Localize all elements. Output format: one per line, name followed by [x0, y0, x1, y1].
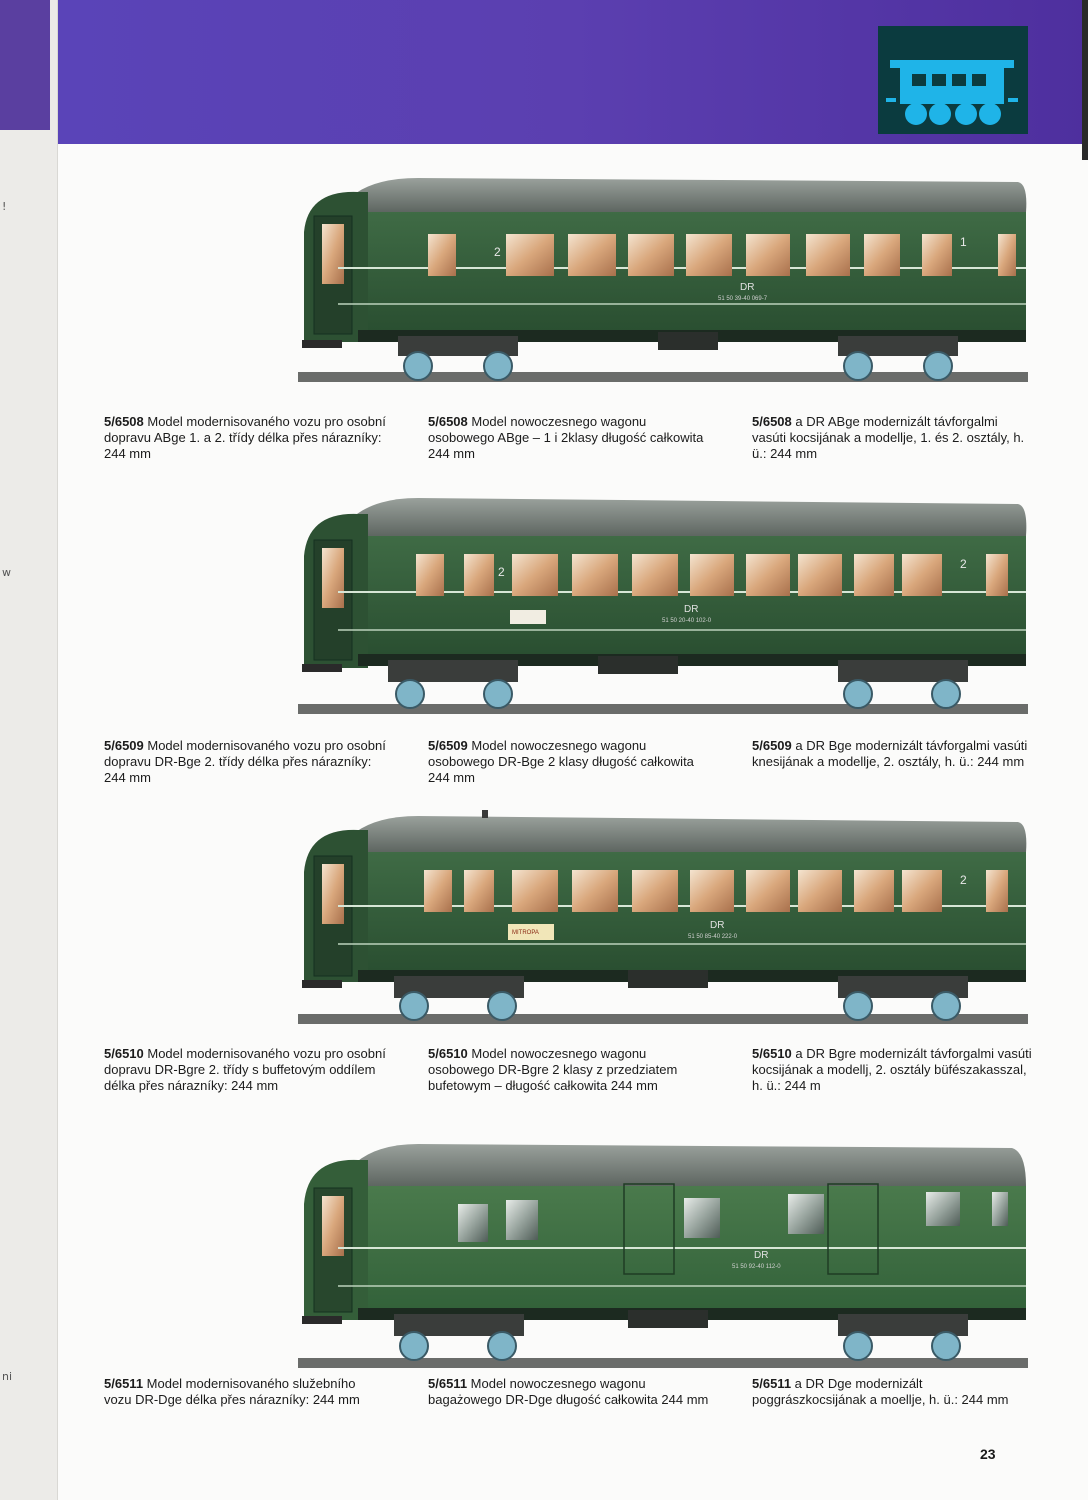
item-code: 5/6508 [428, 414, 468, 429]
coach-number: 51 50 20-40 102-0 [662, 618, 712, 624]
item-code: 5/6510 [428, 1046, 468, 1061]
caption-hu [752, 1376, 1034, 1408]
railway-marking: DR [710, 920, 725, 931]
item-code: 5/6511 [104, 1376, 144, 1391]
class-marking: 2 [960, 873, 967, 887]
abge-coach-illustration [298, 172, 1028, 394]
railway-marking: DR [754, 1250, 769, 1261]
caption-pl [428, 1046, 710, 1094]
item-code: 5/6510 [104, 1046, 144, 1061]
caption-text: a DR ABge modernizált távforgalmi vasúti kocsijának a modellje, 1. és 2. osztály, h. ü.: 244 mm [752, 414, 1025, 461]
caption-pl [428, 738, 710, 786]
coach-number: 51 50 39-40 069-7 [718, 296, 768, 302]
caption-text: Model nowoczesnego wagonu osobowego DR-Bgre 2 klasy z przedziatem bufetowym – długość całkowita 244 mm [428, 1046, 678, 1093]
mitropa-sign: MITROPA [512, 930, 539, 936]
caption-text: a DR Bge modernizált távforgalmi vasúti knesijának a modellje, 2. osztály, h. ü.: 244 mm [752, 738, 1028, 769]
caption-text: Model modernisovaného vozu pro osobní dopravu DR-Bge 2. třídy délka přes nárazníky: 244 mm [104, 738, 386, 785]
class-marking: 2 [498, 565, 505, 579]
caption-text: Model modernisovaného vozu pro osobní dopravu DR-Bgre 2. třídy s buffetovým oddílem délka přes nárazníky: 244 mm [104, 1046, 386, 1093]
item-code: 5/6509 [428, 738, 468, 753]
caption-text: Model modernisovaného vozu pro osobní dopravu ABge 1. a 2. třídy délka přes nárazníky: 244 mm [104, 414, 386, 461]
caption-cz [104, 414, 386, 462]
margin-fragment: ni [2, 1370, 13, 1383]
page-edge [1082, 0, 1088, 160]
caption-text: Model nowoczesnego wagonu osobowego DR-Bge 2 klasy długość całkowita 244 mm [428, 738, 694, 785]
bge-coach-illustration [298, 492, 1028, 726]
previous-page-margin [0, 0, 58, 1500]
page-number: 23 [980, 1446, 996, 1462]
caption-cz [104, 1046, 386, 1094]
caption-cz [104, 738, 386, 786]
bgre-coach-illustration [298, 810, 1028, 1036]
caption-cz [104, 1376, 386, 1408]
item-code: 5/6509 [104, 738, 144, 753]
item-code: 5/6510 [752, 1046, 792, 1061]
railway-marking: DR [740, 282, 755, 293]
item-code: 5/6509 [752, 738, 792, 753]
catalog-page [58, 0, 1088, 1500]
railway-marking: DR [684, 604, 699, 615]
item-code: 5/6508 [104, 414, 144, 429]
item-code: 5/6511 [752, 1376, 792, 1391]
caption-text: a DR Bgre modernizált távforgalmi vasúti kocsijának a modellj, 2. osztály büfészakasszal, h. ü.: 244 m [752, 1046, 1032, 1093]
caption-text: Model nowoczesnego wagonu bagażowego DR-Dge długość całkowita 244 mm [428, 1376, 709, 1407]
caption-text: Model nowoczesnego wagonu osobowego ABge – 1 i 2klasy długość całkowita 244 mm [428, 414, 704, 461]
coach-number: 51 50 85-40 222-0 [688, 934, 738, 940]
class-marking: 2 [960, 557, 967, 571]
margin-fragment: w [2, 566, 11, 579]
caption-text: a DR Dge modernizált poggrászkocsijának a moellje, h. ü.: 244 mm [752, 1376, 1009, 1407]
item-code: 5/6511 [428, 1376, 468, 1391]
caption-pl [428, 414, 710, 462]
caption-hu [752, 414, 1034, 462]
item-code: 5/6508 [752, 414, 792, 429]
caption-text: Model modernisovaného služebního vozu DR-Dge délka přes nárazníky: 244 mm [104, 1376, 360, 1407]
passenger-coach-icon [878, 26, 1028, 134]
class-marking: 2 [494, 245, 501, 259]
caption-hu [752, 738, 1034, 770]
caption-hu [752, 1046, 1034, 1094]
previous-page-banner [0, 0, 50, 130]
coach-number: 51 50 92-40 112-0 [732, 1264, 781, 1270]
caption-pl [428, 1376, 710, 1408]
dge-baggage-coach-illustration [298, 1140, 1028, 1380]
class-marking: 1 [960, 235, 967, 249]
margin-fragment: ! [2, 200, 7, 213]
